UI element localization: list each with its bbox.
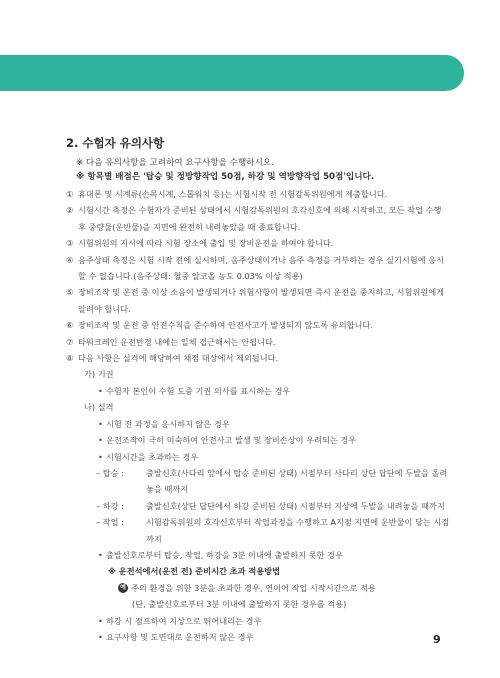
list-item: ⑤ 장비조작 및 운전 중 이상 소음이 발생되거나 위험사항이 발생되면 즉시 운전을 중지하고, 시험위원에게 알려야 합니다.	[66, 287, 445, 314]
list-item: ① 휴대폰 및 시계류(손목시계, 스톱워치 등)는 시험시작 전 시험감독위원에게 제출합니다.	[66, 189, 388, 199]
silgyeok-bullet: • 시험 전 과정을 응시하지 않은 경우	[98, 418, 230, 429]
silgyeok-bullet: • 요구사항 및 도면대로 운전하지 않은 경우	[98, 631, 254, 642]
silgyeok-bullet: • 시험시간을 초과하는 경우	[98, 451, 199, 462]
silgyeok-bullet: • 하강 시 점프하여 지상으로 뛰어내리는 경우	[98, 615, 262, 626]
page-number: 9	[433, 633, 441, 646]
example: 예 주의 환경을 위한 3분을 초과한 경우, 연이어 작업 시작시간으로 적용	[118, 580, 451, 596]
list-item: ⑥ 장비조작 및 운전 중 안전수칙을 준수하여 안전사고가 발생되지 않도록 유의합니다.	[66, 320, 373, 331]
dash-item-descent: – 하강 : 출발신호(상단 답단에서 하강 준비된 상태) 시점부터 지상에 두발을 내려놓을 때까지	[96, 500, 445, 511]
list-item: ③ 시험위원의 지시에 따라 시험 장소에 출입 및 장비운전을 하여야 합니다.	[66, 238, 334, 249]
note-2: ※ 항목별 배점은 '탑승 및 정방향작업 50점, 하강 및 역방향작업 50점'입니다.	[76, 172, 375, 182]
giken-bullet: • 수험자 본인이 수험 도중 기권 의사를 표시하는 경우	[98, 385, 291, 396]
list-item: ⑦ 타워크레인 운전반경 내에는 일체 접근해서는 안됩니다.	[66, 336, 276, 347]
section-title: 2. 수험자 유의사항	[66, 136, 165, 150]
silgyeok-bullet: • 출발신호로부터 탑승, 작업, 하강을 3분 이내에 출발하지 못한 경우	[98, 549, 343, 560]
note-1: ※ 다음 유의사항을 고려하여 요구사항을 수행하시오.	[76, 158, 274, 168]
silgyeok-bullet: • 운전조작이 극히 미숙하여 안전사고 발생 및 장비손상이 우려되는 경우	[98, 435, 357, 446]
example-badge: 예	[118, 583, 128, 593]
dash-item-boarding: – 탑승 : 출발신호(사다리 앞에서 탑승 준비된 상태) 시점부터 사다리 상단 답단에 두발을 올려놓을 때까지	[96, 467, 448, 495]
content	[66, 135, 451, 645]
list-item: ④ 음주상태 측정은 시험 시작 전에 실시하며, 음주상태이거나 음주 측정을 거부하는 경우 실기시험에 응시할 수 없습니다.(음주상태: 혈중 알코올 농도 0.03% 이상 적용)	[66, 254, 445, 282]
silgyeok-label: 나) 실격	[84, 402, 114, 413]
list-item: ② 시험시간 측정은 수험자가 준비된 상태에서 시험감독위원의 호각신호에 의해 시작하고, 모든 작업 수행 후 중량물(운반물)을 지면에 완전히 내려놓았을 때 종료합니다.	[66, 205, 442, 232]
giken-label: 가) 기권	[84, 369, 114, 380]
list-item: ⑧ 다음 사항은 실격에 해당하여 채점 대상에서 제외됩니다.	[66, 353, 279, 364]
subnote: ※ 운전석에서(운전 전) 준비시간 초과 적용방법	[108, 566, 281, 577]
header-banner	[0, 55, 464, 91]
rules-list	[66, 186, 451, 366]
dash-item-work: – 작업 : 시험감독위원의 호각신호부터 작업과정을 수행하고 A지점 지면에 운반물이 닿는 시점까지	[96, 517, 450, 544]
example-note: (단, 출발신호로부터 3분 이내에 출발하지 못한 경우를 적용)	[132, 599, 347, 610]
